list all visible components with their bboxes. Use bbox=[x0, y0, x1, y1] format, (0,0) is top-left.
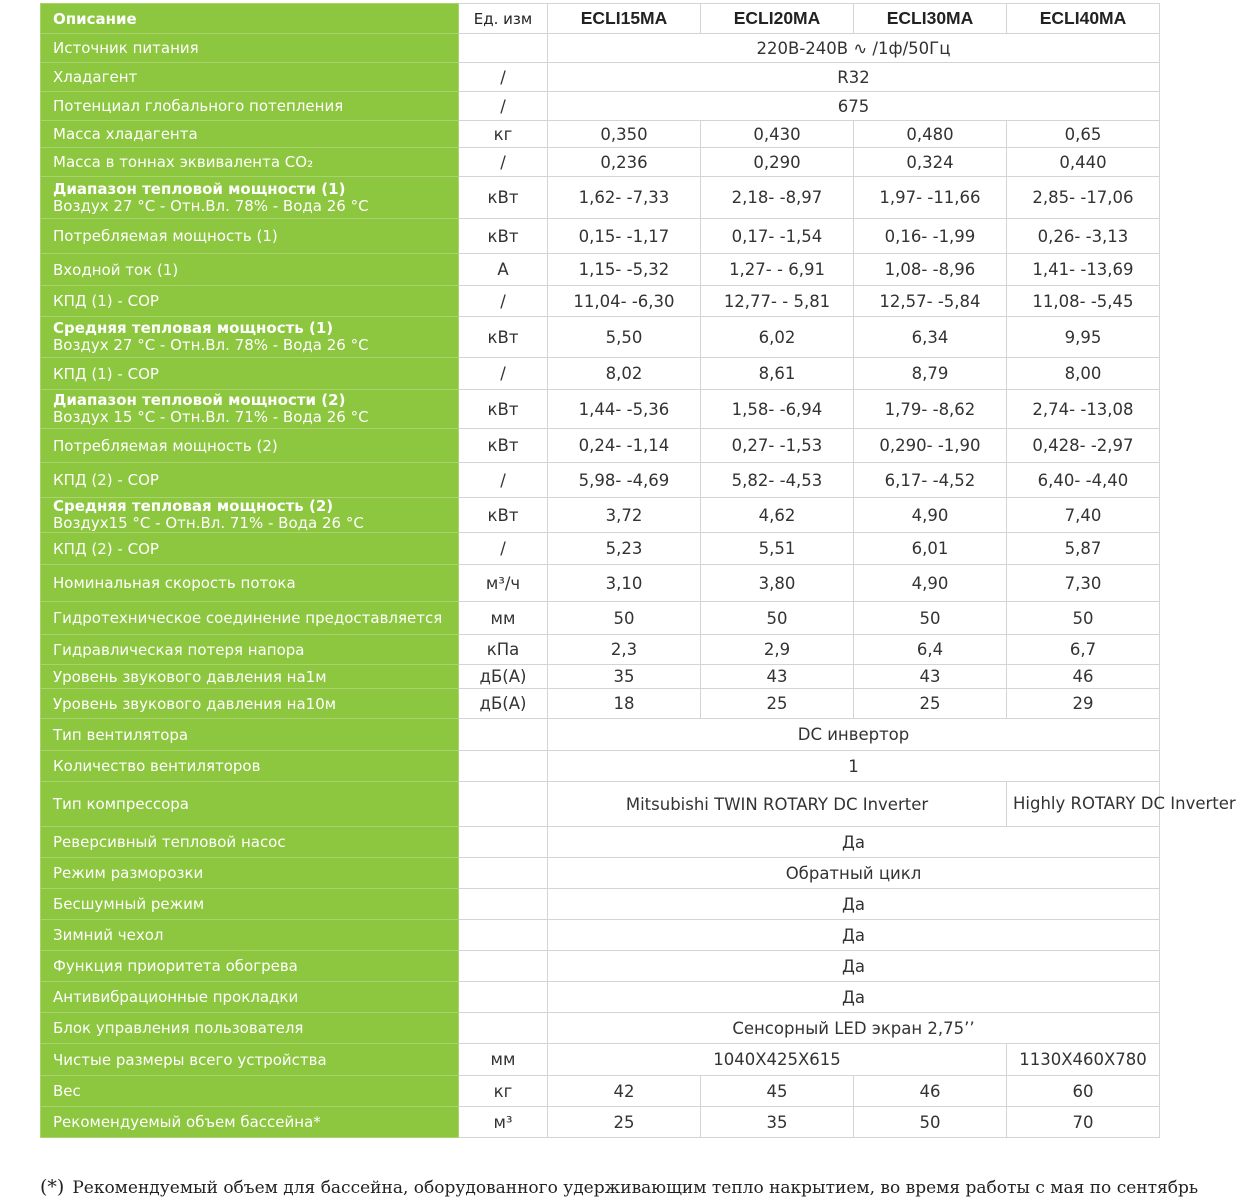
value-cell: 46 bbox=[854, 1076, 1007, 1107]
table-row bbox=[41, 602, 1160, 635]
value-cell: 2,3 bbox=[548, 635, 701, 665]
value-cell: 45 bbox=[701, 1076, 854, 1107]
row-unit: кг bbox=[459, 1076, 548, 1107]
value-cell: 2,74- -13,08 bbox=[1007, 390, 1160, 429]
value-cell: 50 bbox=[854, 1107, 1007, 1138]
table-row bbox=[41, 1076, 1160, 1107]
table-row bbox=[41, 858, 1160, 889]
row-label: Реверсивный тепловой насос bbox=[41, 827, 459, 858]
value-cell: 4,90 bbox=[854, 565, 1007, 602]
row-label: Бесшумный режим bbox=[41, 889, 459, 920]
row-label-conditions: Воздух 27 °C - Отн.Вл. 78% - Вода 26 °C bbox=[53, 196, 369, 215]
row-unit: м³/ч bbox=[459, 565, 548, 602]
value-cell: 60 bbox=[1007, 1076, 1160, 1107]
value-cell: 1,97- -11,66 bbox=[854, 177, 1007, 219]
row-label: Режим разморозки bbox=[41, 858, 459, 889]
value-cell: 5,82- -4,53 bbox=[701, 463, 854, 498]
value-cell: 0,24- -1,14 bbox=[548, 429, 701, 463]
value-cell: 3,10 bbox=[548, 565, 701, 602]
table-row bbox=[41, 565, 1160, 602]
merged-value-cell: Да bbox=[548, 951, 1160, 982]
value-cell: 8,02 bbox=[548, 358, 701, 390]
merged-value-cell: 220В-240В ∿ /1ф/50Гц bbox=[548, 34, 1160, 63]
row-unit: A bbox=[459, 254, 548, 286]
row-unit: / bbox=[459, 92, 548, 121]
header-model: ECLI15MA bbox=[548, 4, 701, 34]
row-label bbox=[41, 390, 459, 429]
merged-value-cell: Да bbox=[548, 827, 1160, 858]
value-cell: 43 bbox=[854, 665, 1007, 689]
value-cell: 25 bbox=[854, 689, 1007, 719]
row-label: Хладагент bbox=[41, 63, 459, 92]
value-cell: 25 bbox=[701, 689, 854, 719]
row-label-title: Средняя тепловая мощность (2) bbox=[53, 497, 334, 515]
row-label: Тип компрессора bbox=[41, 782, 459, 827]
value-cell: 0,15- -1,17 bbox=[548, 219, 701, 254]
merged-value-cell: Обратный цикл bbox=[548, 858, 1160, 889]
value-cell: 6,01 bbox=[854, 533, 1007, 565]
value-cell: 0,350 bbox=[548, 121, 701, 148]
row-unit bbox=[459, 827, 548, 858]
row-label: КПД (2) - COP bbox=[41, 533, 459, 565]
row-unit bbox=[459, 719, 548, 751]
value-cell: 12,77- - 5,81 bbox=[701, 286, 854, 317]
value-cell: 5,23 bbox=[548, 533, 701, 565]
merged-value-cell: R32 bbox=[548, 63, 1160, 92]
table-row bbox=[41, 254, 1160, 286]
value-cell: 12,57- -5,84 bbox=[854, 286, 1007, 317]
value-cell: 6,17- -4,52 bbox=[854, 463, 1007, 498]
row-label: Блок управления пользователя bbox=[41, 1013, 459, 1044]
table-header-row bbox=[41, 4, 1160, 34]
value-cell: 70 bbox=[1007, 1107, 1160, 1138]
row-label-conditions: Воздух15 °C - Отн.Вл. 71% - Вода 26 °C bbox=[53, 514, 364, 532]
value-cell: 5,51 bbox=[701, 533, 854, 565]
value-cell: 7,40 bbox=[1007, 498, 1160, 533]
table-row bbox=[41, 463, 1160, 498]
row-unit bbox=[459, 34, 548, 63]
row-unit: / bbox=[459, 148, 548, 177]
value-cell: 1,79- -8,62 bbox=[854, 390, 1007, 429]
value-cell: 8,61 bbox=[701, 358, 854, 390]
value-cell: 50 bbox=[548, 602, 701, 635]
table-row bbox=[41, 63, 1160, 92]
row-label: КПД (1) - COP bbox=[41, 286, 459, 317]
value-cell: Highly ROTARY DC Inverter bbox=[1007, 782, 1160, 827]
row-unit bbox=[459, 982, 548, 1013]
merged-value-cell: Mitsubishi TWIN ROTARY DC Inverter bbox=[548, 782, 1007, 827]
value-cell: 1,41- -13,69 bbox=[1007, 254, 1160, 286]
header-unit: Ед. изм bbox=[459, 4, 548, 34]
value-cell: 11,04- -6,30 bbox=[548, 286, 701, 317]
value-cell: 1,62- -7,33 bbox=[548, 177, 701, 219]
merged-value-cell: 1040X425X615 bbox=[548, 1044, 1007, 1076]
row-unit: кПа bbox=[459, 635, 548, 665]
row-unit bbox=[459, 920, 548, 951]
spec-table bbox=[40, 3, 1236, 1138]
table-row bbox=[41, 317, 1160, 358]
value-cell: 8,79 bbox=[854, 358, 1007, 390]
row-label: КПД (2) - COP bbox=[41, 463, 459, 498]
row-unit: кг bbox=[459, 121, 548, 148]
row-label-title: Диапазон тепловой мощности (2) bbox=[53, 391, 346, 409]
row-unit: / bbox=[459, 286, 548, 317]
value-cell: 0,430 bbox=[701, 121, 854, 148]
value-cell: 0,290- -1,90 bbox=[854, 429, 1007, 463]
row-unit: кВт bbox=[459, 177, 548, 219]
row-unit: мм bbox=[459, 1044, 548, 1076]
table-row bbox=[41, 1013, 1160, 1044]
merged-value-cell: Да bbox=[548, 982, 1160, 1013]
footnote bbox=[40, 1176, 1198, 1198]
row-label: Гидравлическая потеря напора bbox=[41, 635, 459, 665]
table-row bbox=[41, 951, 1160, 982]
value-cell: 3,72 bbox=[548, 498, 701, 533]
value-cell: 6,02 bbox=[701, 317, 854, 358]
table-row bbox=[41, 635, 1160, 665]
row-label: Вес bbox=[41, 1076, 459, 1107]
value-cell: 1130X460X780 bbox=[1007, 1044, 1160, 1076]
row-unit bbox=[459, 858, 548, 889]
table-row bbox=[41, 751, 1160, 782]
row-unit: кВт bbox=[459, 390, 548, 429]
table-row bbox=[41, 390, 1160, 429]
value-cell: 1,44- -5,36 bbox=[548, 390, 701, 429]
row-unit: дБ(A) bbox=[459, 689, 548, 719]
row-label: Масса хладагента bbox=[41, 121, 459, 148]
value-cell: 50 bbox=[701, 602, 854, 635]
value-cell: 5,50 bbox=[548, 317, 701, 358]
value-cell: 0,27- -1,53 bbox=[701, 429, 854, 463]
spec-table-body bbox=[41, 4, 1236, 1138]
value-cell: 0,16- -1,99 bbox=[854, 219, 1007, 254]
table-row bbox=[41, 782, 1160, 827]
header-model: ECLI20MA bbox=[701, 4, 854, 34]
table-row bbox=[41, 920, 1160, 951]
table-row bbox=[41, 689, 1160, 719]
table-row bbox=[41, 982, 1160, 1013]
value-cell: 3,80 bbox=[701, 565, 854, 602]
table-row bbox=[41, 533, 1160, 565]
table-row bbox=[41, 219, 1160, 254]
row-unit: / bbox=[459, 63, 548, 92]
row-label: Потенциал глобального потепления bbox=[41, 92, 459, 121]
row-label: Номинальная скорость потока bbox=[41, 565, 459, 602]
row-unit: дБ(A) bbox=[459, 665, 548, 689]
value-cell: 35 bbox=[548, 665, 701, 689]
row-label: КПД (1) - COP bbox=[41, 358, 459, 390]
row-unit: кВт bbox=[459, 317, 548, 358]
table-row bbox=[41, 92, 1160, 121]
value-cell: 25 bbox=[548, 1107, 701, 1138]
value-cell: 0,428- -2,97 bbox=[1007, 429, 1160, 463]
row-unit: кВт bbox=[459, 498, 548, 533]
table-row bbox=[41, 358, 1160, 390]
value-cell: 6,4 bbox=[854, 635, 1007, 665]
value-cell: 8,00 bbox=[1007, 358, 1160, 390]
value-cell: 46 bbox=[1007, 665, 1160, 689]
value-cell: 0,236 bbox=[548, 148, 701, 177]
value-cell: 7,30 bbox=[1007, 565, 1160, 602]
row-unit: мм bbox=[459, 602, 548, 635]
value-cell: 2,9 bbox=[701, 635, 854, 665]
row-unit: / bbox=[459, 358, 548, 390]
row-label-title: Диапазон тепловой мощности (1) bbox=[53, 179, 346, 198]
row-unit bbox=[459, 782, 548, 827]
row-label: Количество вентиляторов bbox=[41, 751, 459, 782]
row-label bbox=[41, 177, 459, 219]
value-cell: 5,87 bbox=[1007, 533, 1160, 565]
value-cell: 6,34 bbox=[854, 317, 1007, 358]
row-label: Чистые размеры всего устройства bbox=[41, 1044, 459, 1076]
merged-value-cell: 1 bbox=[548, 751, 1160, 782]
row-label: Уровень звукового давления на1м bbox=[41, 665, 459, 689]
table-row bbox=[41, 429, 1160, 463]
row-unit bbox=[459, 951, 548, 982]
row-label bbox=[41, 498, 459, 533]
value-cell: 4,62 bbox=[701, 498, 854, 533]
row-label: Антивибрационные прокладки bbox=[41, 982, 459, 1013]
value-cell: 35 bbox=[701, 1107, 854, 1138]
footnote-text: Рекомендуемый объем для бассейна, оборудованного удерживающим тепло накрытием, во время работы с мая по сентябрь bbox=[72, 1178, 1199, 1198]
table-row bbox=[41, 665, 1160, 689]
row-label: Источник питания bbox=[41, 34, 459, 63]
table-row bbox=[41, 1044, 1160, 1076]
row-label bbox=[41, 317, 459, 358]
value-cell: 0,26- -3,13 bbox=[1007, 219, 1160, 254]
row-label: Масса в тоннах эквивалента CO₂ bbox=[41, 148, 459, 177]
row-label: Зимний чехол bbox=[41, 920, 459, 951]
table-row bbox=[41, 148, 1160, 177]
row-label: Уровень звукового давления на10м bbox=[41, 689, 459, 719]
value-cell: 0,440 bbox=[1007, 148, 1160, 177]
table-row bbox=[41, 719, 1160, 751]
row-unit: / bbox=[459, 533, 548, 565]
row-label: Функция приоритета обогрева bbox=[41, 951, 459, 982]
value-cell: 0,65 bbox=[1007, 121, 1160, 148]
value-cell: 6,7 bbox=[1007, 635, 1160, 665]
value-cell: 4,90 bbox=[854, 498, 1007, 533]
row-unit bbox=[459, 889, 548, 920]
value-cell: 9,95 bbox=[1007, 317, 1160, 358]
row-unit: кВт bbox=[459, 429, 548, 463]
value-cell: 29 bbox=[1007, 689, 1160, 719]
table-row bbox=[41, 498, 1160, 533]
table-row bbox=[41, 286, 1160, 317]
value-cell: 1,08- -8,96 bbox=[854, 254, 1007, 286]
value-cell: 5,98- -4,69 bbox=[548, 463, 701, 498]
value-cell: 0,324 bbox=[854, 148, 1007, 177]
row-label: Тип вентилятора bbox=[41, 719, 459, 751]
row-unit bbox=[459, 751, 548, 782]
table-row bbox=[41, 889, 1160, 920]
row-label: Рекомендуемый объем бассейна* bbox=[41, 1107, 459, 1138]
header-description: Описание bbox=[41, 4, 459, 34]
value-cell: 1,58- -6,94 bbox=[701, 390, 854, 429]
value-cell: 2,18- -8,97 bbox=[701, 177, 854, 219]
value-cell: 18 bbox=[548, 689, 701, 719]
table-row bbox=[41, 177, 1160, 219]
value-cell: 1,27- - 6,91 bbox=[701, 254, 854, 286]
table-row bbox=[41, 121, 1160, 148]
row-label: Потребляемая мощность (1) bbox=[41, 219, 459, 254]
value-cell: 11,08- -5,45 bbox=[1007, 286, 1160, 317]
row-label: Потребляемая мощность (2) bbox=[41, 429, 459, 463]
merged-value-cell: Сенсорный LED экран 2,75’’ bbox=[548, 1013, 1160, 1044]
value-cell: 43 bbox=[701, 665, 854, 689]
table-row bbox=[41, 827, 1160, 858]
value-cell: 2,85- -17,06 bbox=[1007, 177, 1160, 219]
value-cell: 42 bbox=[548, 1076, 701, 1107]
row-label-conditions: Воздух 15 °C - Отн.Вл. 71% - Вода 26 °C bbox=[53, 408, 369, 426]
row-label-conditions: Воздух 27 °C - Отн.Вл. 78% - Вода 26 °C bbox=[53, 336, 369, 354]
value-cell: 6,40- -4,40 bbox=[1007, 463, 1160, 498]
value-cell: 50 bbox=[854, 602, 1007, 635]
value-cell: 1,15- -5,32 bbox=[548, 254, 701, 286]
row-unit: / bbox=[459, 463, 548, 498]
table-row bbox=[41, 1107, 1160, 1138]
header-model: ECLI30MA bbox=[854, 4, 1007, 34]
header-model: ECLI40MA bbox=[1007, 4, 1160, 34]
merged-value-cell: 675 bbox=[548, 92, 1160, 121]
row-label: Входной ток (1) bbox=[41, 254, 459, 286]
value-cell: 0,480 bbox=[854, 121, 1007, 148]
value-cell: 0,17- -1,54 bbox=[701, 219, 854, 254]
merged-value-cell: Да bbox=[548, 920, 1160, 951]
row-label-title: Средняя тепловая мощность (1) bbox=[53, 319, 334, 337]
merged-value-cell: Да bbox=[548, 889, 1160, 920]
table-row bbox=[41, 34, 1160, 63]
footnote-mark: (*) bbox=[40, 1176, 65, 1198]
row-label: Гидротехническое соединение предоставляется bbox=[41, 602, 459, 635]
row-unit: кВт bbox=[459, 219, 548, 254]
value-cell: 0,290 bbox=[701, 148, 854, 177]
row-unit bbox=[459, 1013, 548, 1044]
row-unit: м³ bbox=[459, 1107, 548, 1138]
value-cell: 50 bbox=[1007, 602, 1160, 635]
merged-value-cell: DC инвертор bbox=[548, 719, 1160, 751]
